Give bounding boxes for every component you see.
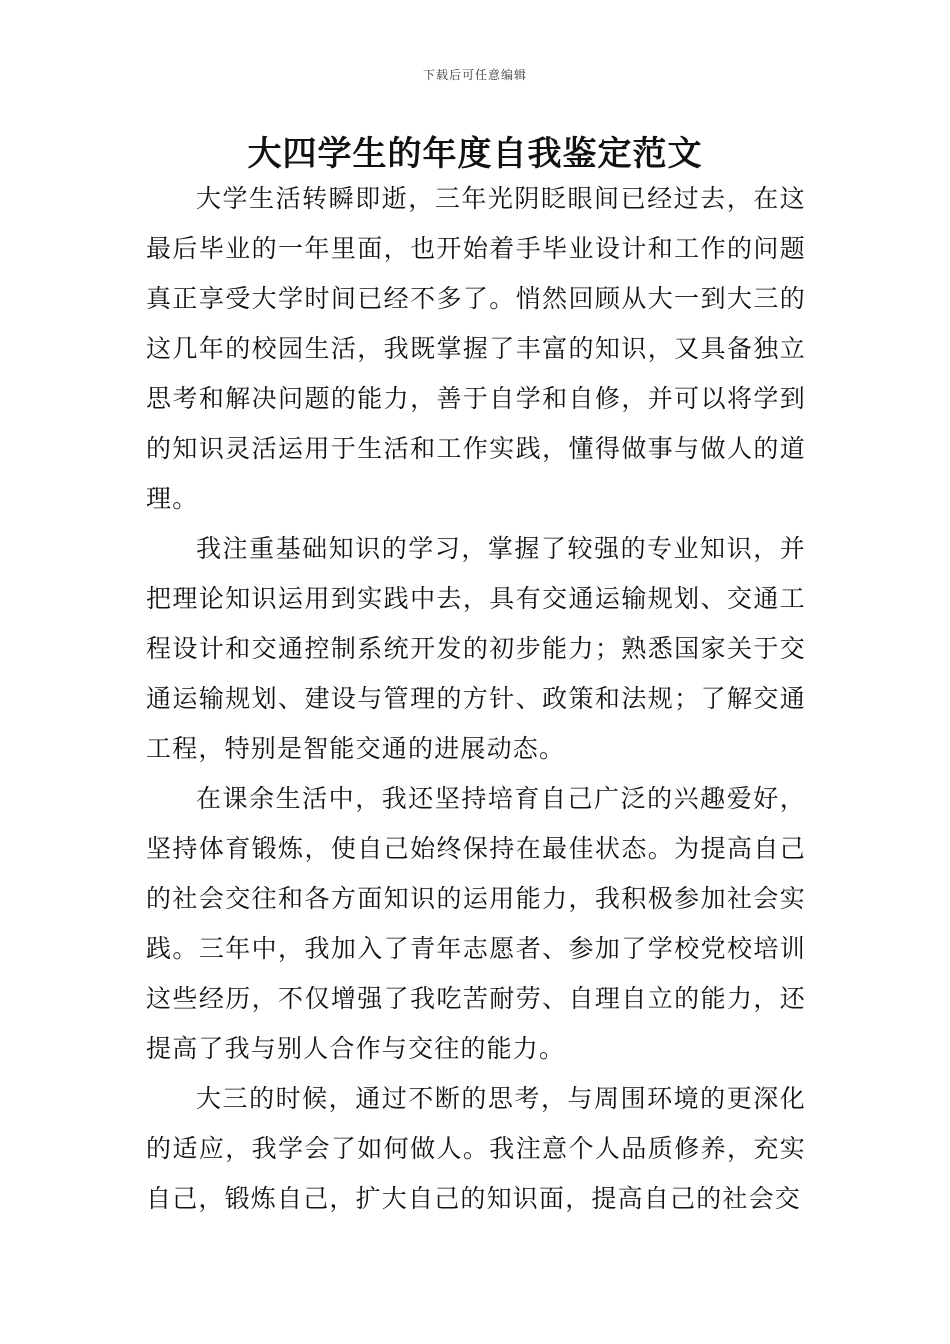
paragraph-2: 我注重基础知识的学习，掌握了较强的专业知识，并把理论知识运用到实践中去，具有交通运输规划、交通工程设计和交通控制系统开发的初步能力；熟悉国家关于交通运输规划、建设与管理的方针、政策和法规；了解交通工程，特别是智能交通的进展动态。 <box>146 534 806 763</box>
paragraph-1: 大学生活转瞬即逝，三年光阴眨眼间已经过去，在这最后毕业的一年里面，也开始着手毕业设计和工作的问题真正享受大学时间已经不多了。悄然回顾从大一到大三的这几年的校园生活，我既掌握了丰富的知识，又具备独立思考和解决问题的能力，善于自学和自修，并可以将学到的知识灵活运用于生活和工作实践，懂得做事与做人的道理。 <box>146 184 806 513</box>
document-body <box>146 174 806 1224</box>
header-note: 下载后可任意编辑 <box>422 68 527 82</box>
paragraph-4: 大三的时候，通过不断的思考，与周围环境的更深化的适应，我学会了如何做人。我注意个人品质修养，充实自己，锻炼自己，扩大自己的知识面，提高自己的社会交 <box>146 1084 806 1213</box>
document-title: 大四学生的年度自我鉴定范文 <box>247 134 703 174</box>
paragraph-3: 在课余生活中，我还坚持培育自己广泛的兴趣爱好，坚持体育锻炼，使自己始终保持在最佳状态。为提高自己的社会交往和各方面知识的运用能力，我积极参加社会实践。三年中，我加入了青年志愿者、参加了学校党校培训这些经历，不仅增强了我吃苦耐劳、自理自立的能力，还提高了我与别人合作与交往的能力。 <box>146 784 806 1063</box>
